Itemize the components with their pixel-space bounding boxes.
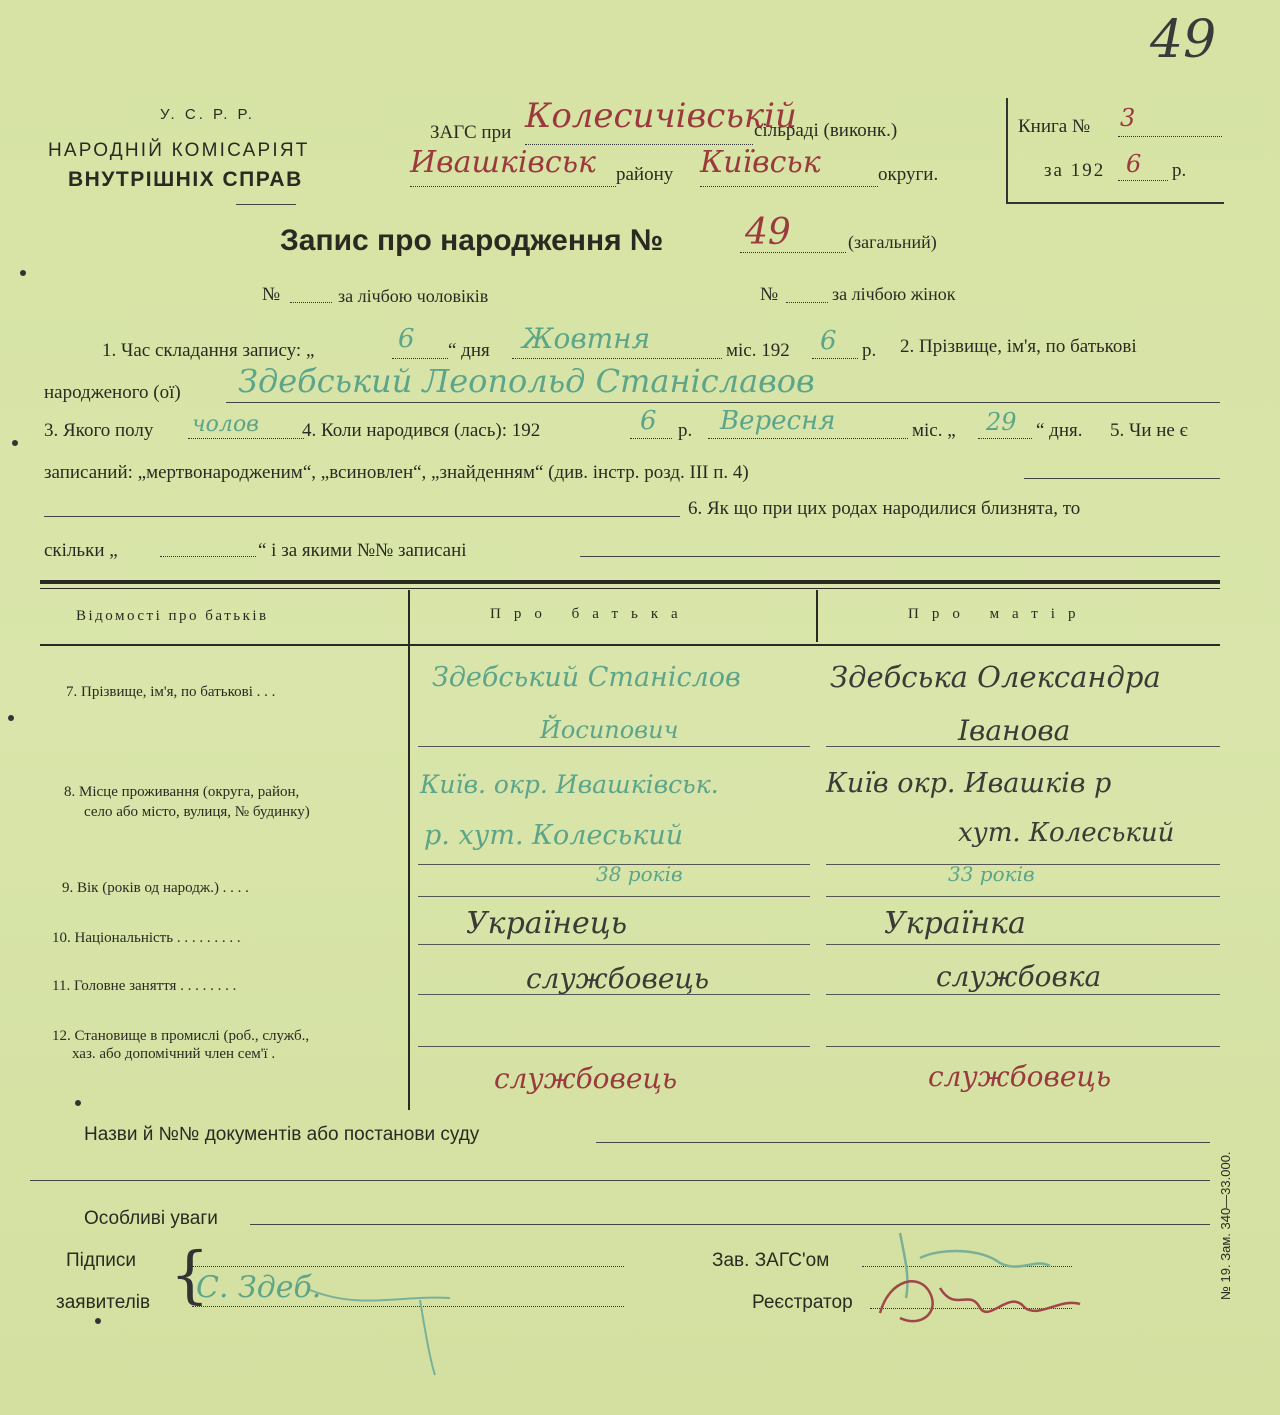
women-prefix: № (760, 284, 779, 305)
registrar-label: Реєстратор (752, 1292, 853, 1313)
underline (580, 556, 1220, 557)
born-name: Здебський Леопольд Станіславов (238, 362, 815, 400)
punch-hole (75, 1100, 81, 1106)
mother-age: 33 років (948, 862, 1035, 886)
dotted-line (1118, 180, 1168, 181)
underline (596, 1142, 1210, 1143)
row-line (826, 994, 1220, 995)
dotted-line (192, 1266, 624, 1267)
dotted-line (630, 438, 672, 439)
f1-year-pre: міс. 192 (726, 340, 790, 361)
row-label-occupation: 11. Головне заняття . . . . . . . . (52, 978, 237, 994)
f4-month: Вересня (720, 406, 836, 436)
signatures-label: Підписи (66, 1250, 136, 1271)
documents-label: Назви й №№ документів або постанови суду (84, 1124, 480, 1145)
f3-label: 3. Якого полу (44, 420, 154, 441)
women-label: за лічбою жінок (832, 284, 956, 304)
dotted-line (512, 358, 722, 359)
dotted-line (700, 186, 878, 187)
row-line (826, 1046, 1220, 1047)
punch-hole (95, 1318, 101, 1324)
father-residence-1: Київ. окр. Ивашківськ. (420, 770, 719, 799)
mother-residence-2: хут. Колеський (958, 818, 1175, 848)
council-label: сільраді (виконк.) (754, 120, 898, 141)
row-line (826, 896, 1220, 897)
dotted-line (160, 556, 256, 557)
punch-hole (12, 440, 18, 446)
print-mark: № 19. Зам. 340—33.000. (1218, 1151, 1233, 1300)
dotted-line (812, 358, 858, 359)
mother-occupation: службовка (936, 960, 1102, 993)
village-name: Колесичівській (525, 96, 797, 136)
punch-hole (8, 715, 14, 721)
mother-position: службовець (928, 1060, 1112, 1093)
district-label: району (616, 164, 674, 185)
dotted-line (708, 438, 908, 439)
row-label-position-2: хаз. або допомічний член сем'ї . (72, 1046, 276, 1062)
dotted-line (1118, 136, 1222, 137)
brace: { (170, 1238, 210, 1311)
registrar-signature (860, 1218, 1090, 1338)
row-line (826, 944, 1220, 945)
record-number: 49 (745, 212, 791, 253)
table-top-border (40, 580, 1220, 584)
record-suffix: (загальний) (848, 232, 937, 252)
underline (1024, 478, 1220, 479)
father-name-2: Йосипович (540, 716, 679, 744)
f6-text-a: скільки „ (44, 540, 118, 561)
special-label: Особливі уваги (84, 1208, 218, 1229)
row-label-residence-2: село або місто, вулиця, № будинку) (84, 804, 310, 820)
f3-sex: чолов (192, 412, 259, 437)
f6-text-b: “ і за якими №№ записані (258, 540, 467, 561)
mother-name-2: Іванова (958, 714, 1071, 747)
father-position: службовець (494, 1062, 678, 1095)
dotted-line (392, 358, 448, 359)
f4-label: 4. Коли народився (лась): 192 (302, 420, 541, 441)
father-age: 38 років (596, 862, 683, 886)
row-label-residence-1: 8. Місце проживання (округа, район, (64, 784, 300, 800)
f4-year-post: р. (678, 420, 693, 441)
row-label-position-1: 12. Становище в промислі (роб., служб., (52, 1028, 310, 1044)
head-label: Зав. ЗАГС'ом (712, 1250, 830, 1271)
ministry-label: ВНУТРІШНІХ СПРАВ (68, 168, 303, 191)
row-label-name: 7. Прізвище, ім'я, по батькові . . . (66, 684, 276, 700)
table-top-border (40, 588, 1220, 589)
mother-name-1: Здебська Олександра (830, 660, 1161, 694)
dotted-line (786, 302, 828, 303)
men-label: за лічбою чоловіків (338, 286, 489, 306)
book-box (1006, 98, 1224, 204)
row-label-nationality: 10. Національність . . . . . . . . . (52, 930, 241, 946)
table-column-divider (816, 590, 818, 642)
dotted-line (410, 186, 616, 187)
book-year-pre: за 192 (1044, 160, 1106, 181)
dotted-line (740, 252, 846, 253)
f4-year: 6 (640, 406, 657, 436)
father-residence-2: р. хут. Колеський (424, 820, 684, 851)
row-line (418, 746, 810, 747)
father-name-1: Здебський Станіслов (432, 662, 741, 693)
applicant-signature: С. Здеб. (196, 1270, 322, 1305)
record-title: Запис про народження № (280, 224, 664, 257)
mother-nationality: Українка (884, 906, 1026, 941)
f6-label: 6. Як що при цих родах народилися близнята, то (688, 498, 1081, 519)
punch-hole (20, 270, 26, 276)
dotted-line (978, 438, 1032, 439)
dotted-line (525, 144, 753, 145)
col-header-mother: Про матір (908, 606, 1089, 622)
book-year: 6 (1126, 150, 1142, 178)
commissariat-label: НАРОДНІЙ КОМІСАРІЯТ (48, 140, 310, 161)
row-line (418, 1046, 810, 1047)
table-header-divider (40, 644, 1220, 646)
applicants-label: заявителів (56, 1292, 151, 1313)
f2-label: 2. Прізвище, ім'я, по батькові (900, 336, 1137, 357)
f5-label: 5. Чи не є (1110, 420, 1188, 441)
father-nationality: Українець (466, 906, 628, 941)
underline (44, 516, 680, 517)
underline (226, 402, 1220, 403)
men-prefix: № (262, 284, 281, 305)
mother-residence-1: Київ окр. Ивашків р (826, 768, 1112, 799)
f1-year-post: р. (862, 340, 877, 361)
col-header-info: Відомості про батьків (76, 608, 269, 624)
underline (30, 1180, 1210, 1181)
zags-prefix: ЗАГС при (430, 122, 512, 143)
okruha-name: Київськ (700, 145, 821, 180)
f4-month-post: міс. „ (912, 420, 956, 441)
dotted-line (290, 302, 332, 303)
book-number: 3 (1120, 104, 1136, 132)
f4-day: 29 (986, 408, 1017, 436)
f1-month: Жовтня (522, 322, 651, 355)
dotted-line (188, 438, 304, 439)
born-label: народженого (ої) (44, 382, 181, 403)
col-header-father: Про батька (490, 606, 691, 622)
f1-day: 6 (398, 324, 415, 354)
page-number: 49 (1150, 10, 1217, 70)
table-column-divider (408, 590, 410, 1110)
row-line (418, 944, 810, 945)
book-label: Книга № (1018, 116, 1091, 137)
divider (236, 204, 296, 205)
f5-text: записаний: „мертвонародженим“, „всиновлен“, „знайденням“ (див. інстр. розд. III п. 4) (44, 462, 749, 483)
applicant-signature-stroke (300, 1270, 460, 1380)
row-line (418, 896, 810, 897)
f1-year: 6 (820, 326, 837, 356)
okruha-label: округи. (878, 164, 939, 185)
district-name: Ивашківськ (410, 145, 596, 180)
book-year-post: р. (1172, 160, 1187, 181)
f4-day-post: “ дня. (1036, 420, 1083, 441)
row-label-age: 9. Вік (років од народж.) . . . . (62, 880, 249, 896)
republic-label: У. С. Р. Р. (160, 106, 255, 123)
f1-label: 1. Час складання запису: „ (102, 340, 315, 361)
father-occupation: службовець (526, 962, 710, 995)
f1-mid: “ дня (448, 340, 490, 361)
